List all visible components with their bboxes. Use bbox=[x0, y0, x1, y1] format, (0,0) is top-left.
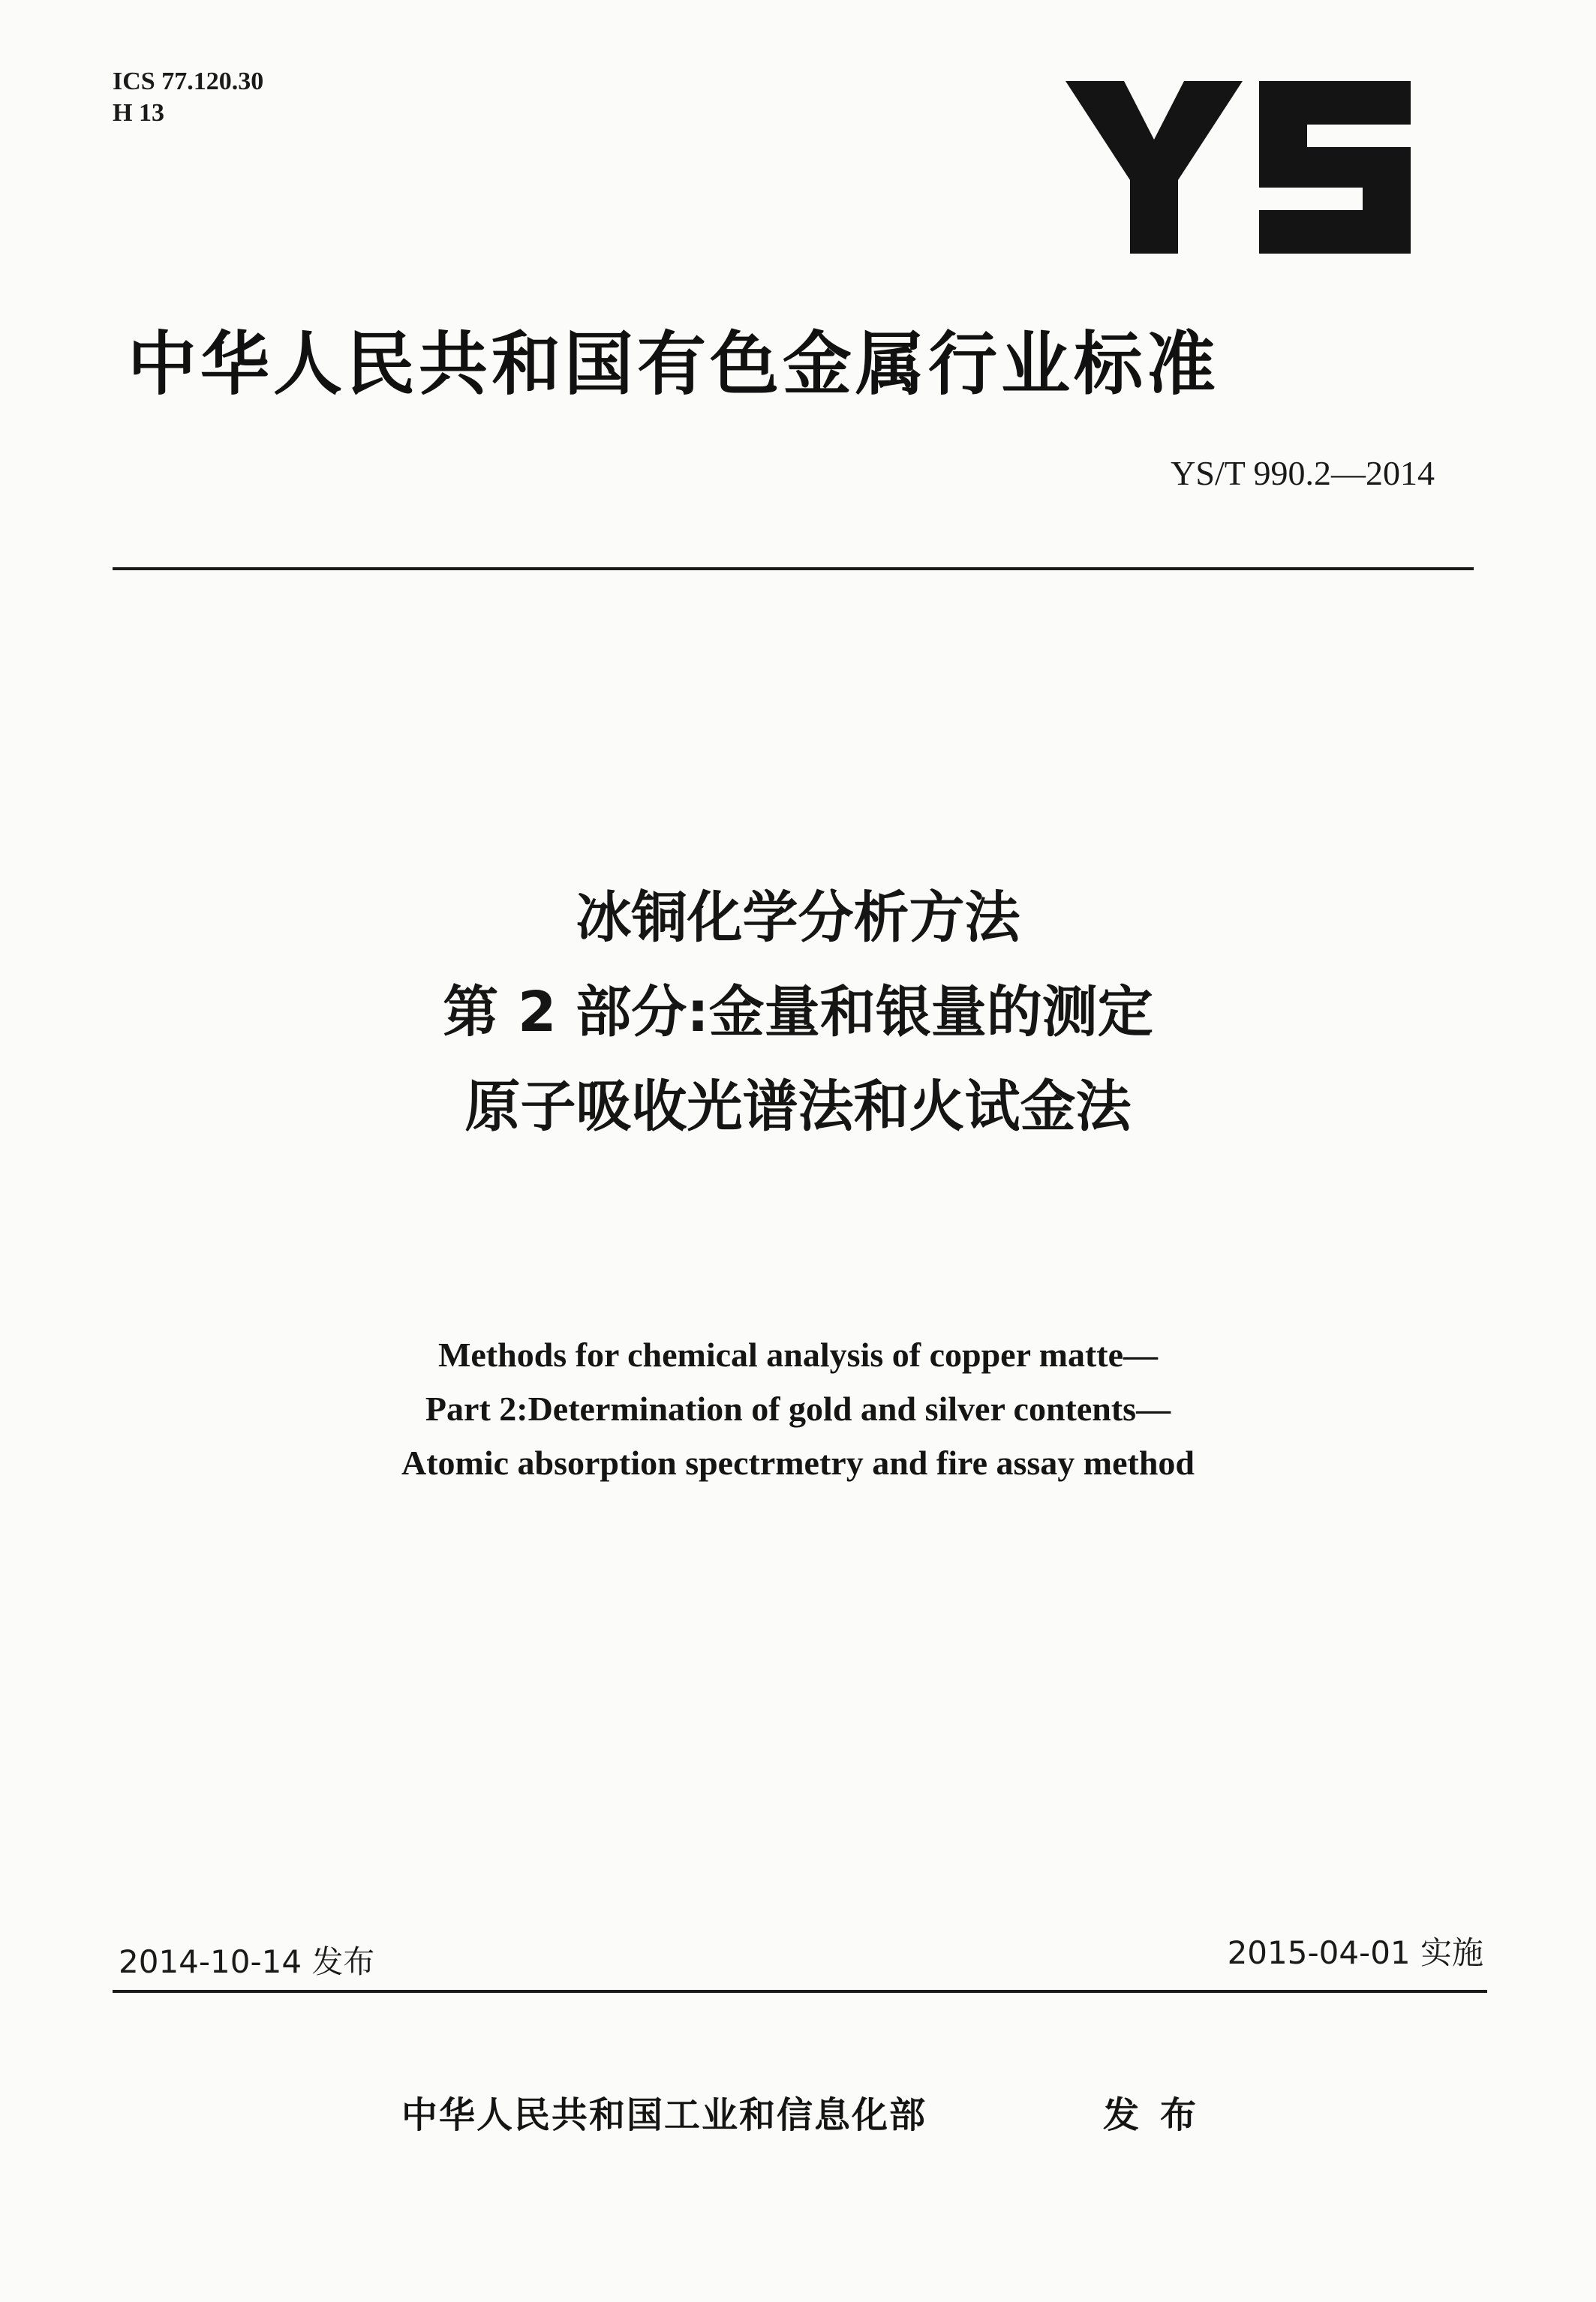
ccs-code: H 13 bbox=[113, 99, 164, 127]
logo-letter-y bbox=[1066, 81, 1243, 254]
ys-logo bbox=[1066, 81, 1411, 254]
classification-codes bbox=[113, 66, 263, 129]
english-title-line-2: Part 2:Determination of gold and silver contents— bbox=[425, 1390, 1171, 1428]
implementation-date: 2015-04-01 实施 bbox=[1227, 1934, 1483, 1971]
ics-code: ICS 77.120.30 bbox=[113, 68, 264, 95]
logo-letter-s bbox=[1259, 81, 1411, 254]
english-title bbox=[0, 1328, 1596, 1490]
english-title-line-3: Atomic absorption spectrmetry and fire assay method bbox=[401, 1444, 1195, 1482]
chinese-title-line-1: 冰铜化学分析方法 bbox=[576, 885, 1020, 950]
standard-category-title: 中华人民共和国有色金属行业标准 bbox=[128, 324, 1220, 404]
header-divider bbox=[113, 567, 1474, 570]
footer-divider bbox=[113, 1990, 1487, 1993]
standard-number: YS/T 990.2—2014 bbox=[1171, 454, 1435, 492]
chinese-title-line-3: 原子吸收光谱法和火试金法 bbox=[464, 1074, 1132, 1139]
issue-date: 2014-10-14 发布 bbox=[119, 1943, 375, 1980]
publish-label: 发布 bbox=[1103, 2094, 1218, 2136]
publisher-name: 中华人民共和国工业和信息化部 bbox=[401, 2094, 927, 2136]
english-title-line-1: Methods for chemical analysis of copper matte— bbox=[437, 1336, 1159, 1374]
chinese-title bbox=[0, 870, 1596, 1154]
chinese-title-line-2: 第 2 部分:金量和银量的测定 bbox=[443, 980, 1153, 1044]
